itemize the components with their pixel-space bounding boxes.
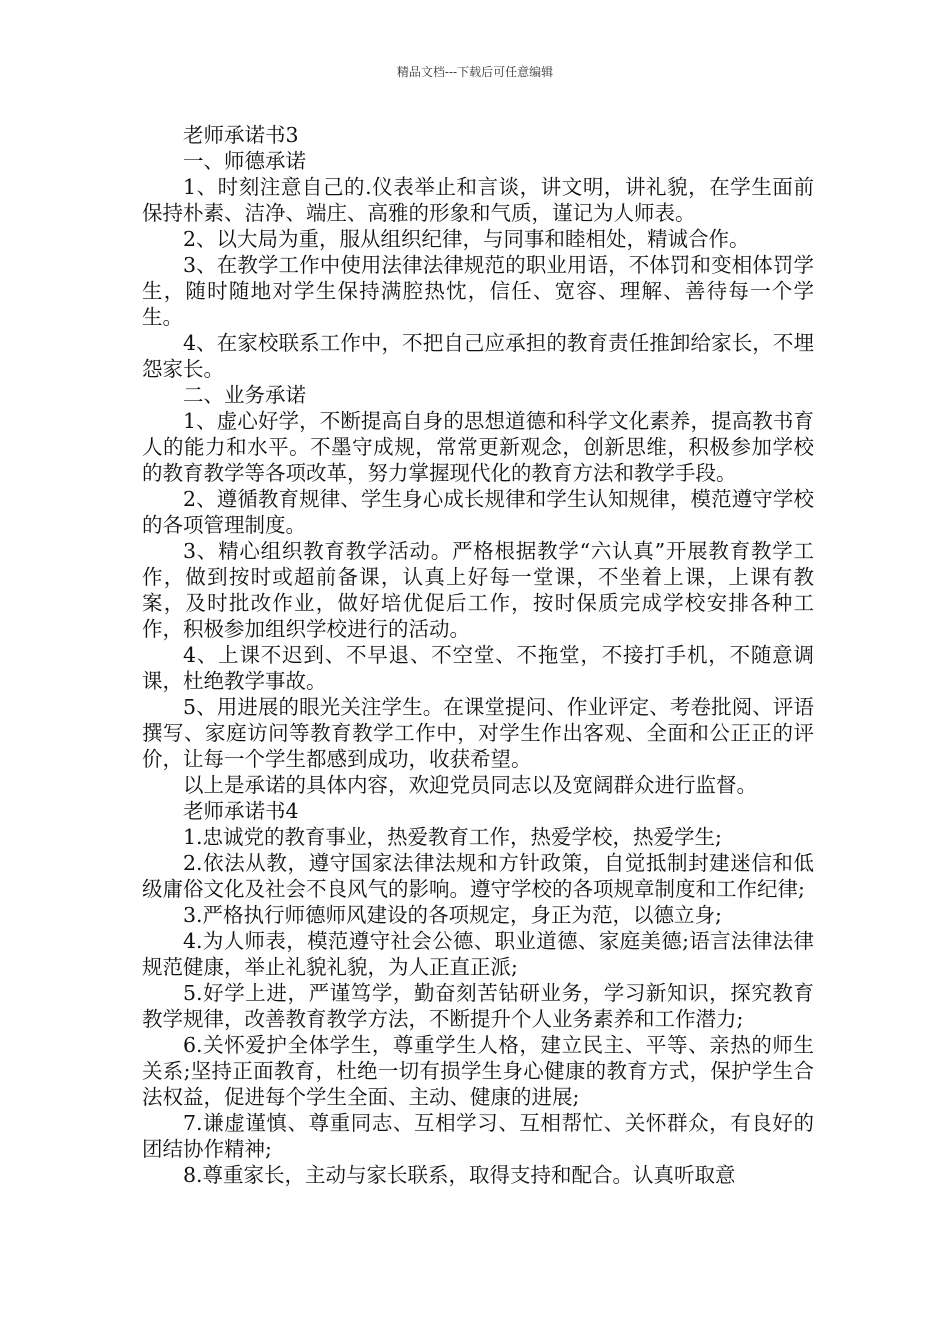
paragraph: 7.谦虚谨慎、尊重同志、互相学习、互相帮忙、关怀群众，有良好的团结协作精神; <box>142 1111 814 1161</box>
paragraph: 4、在家校联系工作中，不把自己应承担的教育责任推卸给家长，不埋怨家长。 <box>142 331 814 381</box>
subsection-heading: 一、师德承诺 <box>183 149 306 173</box>
paragraph: 3、精心组织教育教学活动。严格根据教学“六认真”开展教育教学工作，做到按时或超前备课，认真上好每一堂课，不坐着上课，上课有教案，及时批改作业，做好培优促后工作，按时保质完成学校安排各种工作，积极参加组织学校进行的活动。 <box>142 539 814 641</box>
section-title: 老师承诺书3 <box>183 123 299 147</box>
paragraph: 2、以大局为重，服从组织纪律，与同事和睦相处，精诚合作。 <box>183 227 750 251</box>
paragraph: 1.忠诚党的教育事业，热爱教育工作，热爱学校，热爱学生; <box>183 825 722 849</box>
paragraph: 3、在教学工作中使用法律法律规范的职业用语，不体罚和变相体罚学生，随时随地对学生保持满腔热忱，信任、宽容、理解、善待每一个学生。 <box>142 253 814 329</box>
paragraph: 4.为人师表，模范遵守社会公德、职业道德、家庭美德;语言法律法律规范健康，举止礼貌礼貌，为人正直正派; <box>142 929 814 979</box>
paragraph: 5.好学上进，严谨笃学，勤奋刻苦钻研业务，学习新知识，探究教育教学规律，改善教育教学方法，不断提升个人业务素养和工作潜力; <box>142 981 814 1031</box>
document-body <box>142 122 814 1188</box>
paragraph: 8.尊重家长，主动与家长联系，取得支持和配合。认真听取意 <box>183 1163 736 1187</box>
paragraph: 2.依法从教，遵守国家法律法规和方针政策，自觉抵制封建迷信和低级庸俗文化及社会不良风气的影响。遵守学校的各项规章制度和工作纪律; <box>142 851 814 901</box>
paragraph: 以上是承诺的具体内容，欢迎党员同志以及宽阔群众进行监督。 <box>183 773 757 797</box>
subsection-heading: 二、业务承诺 <box>183 383 306 407</box>
paragraph: 3.严格执行师德师风建设的各项规定，身正为范，以德立身; <box>183 903 722 927</box>
paragraph: 4、上课不迟到、不早退、不空堂、不拖堂，不接打手机，不随意调课，杜绝教学事故。 <box>142 643 814 693</box>
paragraph: 2、遵循教育规律、学生身心成长规律和学生认知规律，模范遵守学校的各项管理制度。 <box>142 487 814 537</box>
paragraph: 1、虚心好学，不断提高自身的思想道德和科学文化素养，提高教书育人的能力和水平。不墨守成规，常常更新观念，创新思维，积极参加学校的教育教学等各项改革，努力掌握现代化的教育方法和教学手段。 <box>142 409 814 485</box>
paragraph: 6.关怀爱护全体学生，尊重学生人格，建立民主、平等、亲热的师生关系;坚持正面教育，杜绝一切有损学生身心健康的教育方式，保护学生合法权益，促进每个学生全面、主动、健康的进展; <box>142 1033 814 1109</box>
page-header: 精品文档---下载后可任意编辑 <box>396 65 554 79</box>
section-title: 老师承诺书4 <box>183 799 299 823</box>
paragraph: 5、用进展的眼光关注学生。在课堂提问、作业评定、考卷批阅、评语撰写、家庭访问等教育教学工作中，对学生作出客观、全面和公正正的评价，让每一个学生都感到成功，收获希望。 <box>142 695 814 771</box>
paragraph: 1、时刻注意自己的.仪表举止和言谈，讲文明，讲礼貌，在学生面前保持朴素、洁净、端庄、高雅的形象和气质，谨记为人师表。 <box>142 175 814 225</box>
